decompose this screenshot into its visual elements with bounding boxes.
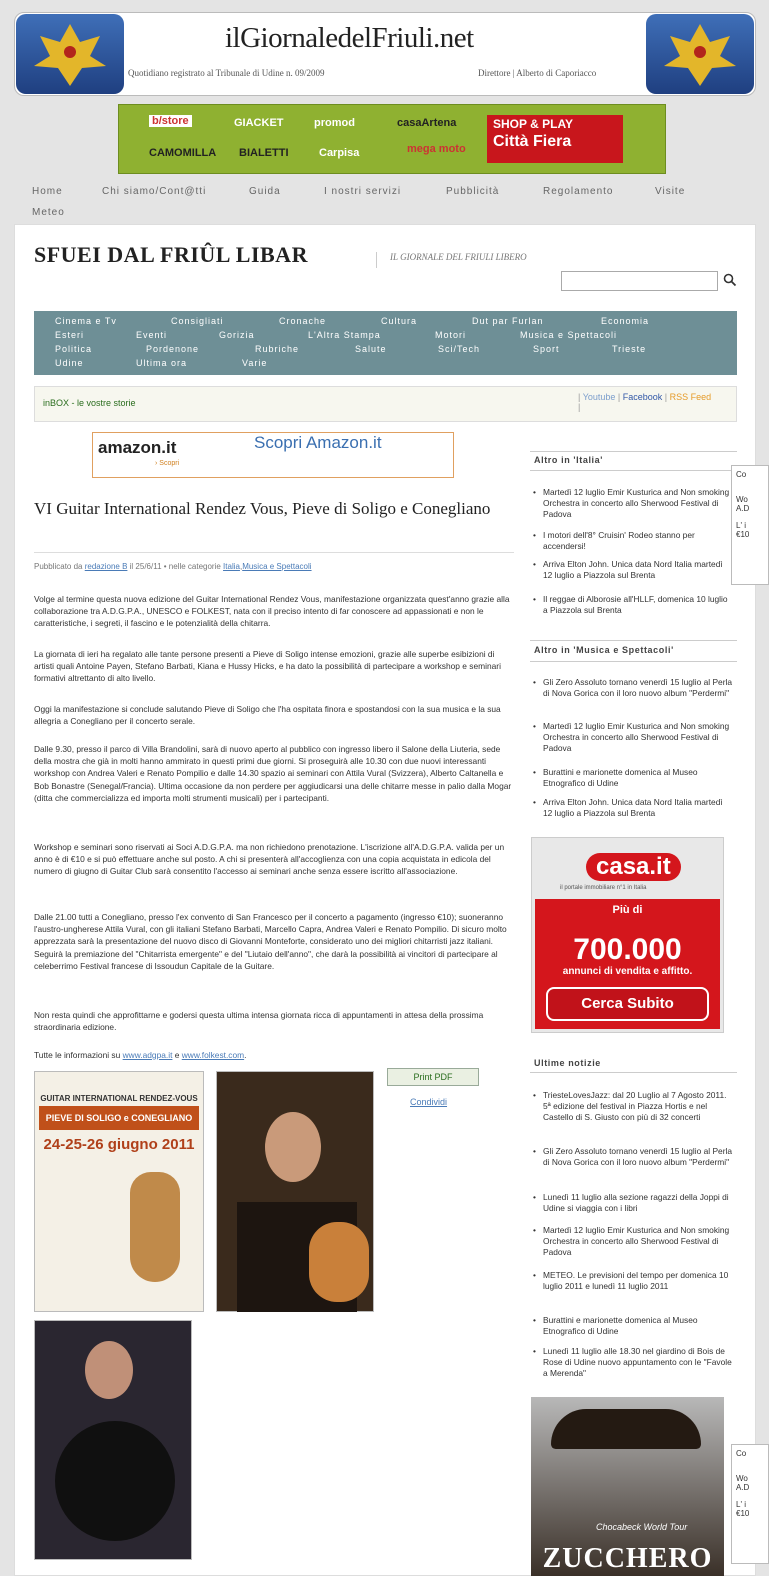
event-poster-image[interactable] <box>34 1071 204 1312</box>
facebook-link[interactable]: Facebook <box>622 392 663 402</box>
popup-line3: L' i <box>736 521 746 530</box>
post-paragraph: Non resta quindi che approfittarne e godersi questa ultima intensa giornata ricca di appuntamenti in attesa della prossima straordinaria edizione. <box>34 1010 484 1033</box>
top-navigation <box>14 180 756 220</box>
rss-link[interactable]: RSS Feed <box>669 392 712 402</box>
print-pdf-button[interactable]: Print PDF <box>387 1068 479 1086</box>
cat-trieste[interactable]: Trieste <box>612 344 647 354</box>
share-link[interactable]: Condividi <box>410 1097 448 1107</box>
meta-date: il 25/6/11 • nelle categorie <box>129 562 221 571</box>
casa-it-tagline: il portale immobiliare n°1 in Italia <box>560 885 647 891</box>
post-paragraph: La giornata di ieri ha regalato alle tante persone presenti a Pieve di Soligo intense emozioni, grazie alle superbe esibizioni di artisti quali Antoine Payen, Stefano Barbati, Kiana e Hussy Hicks, e ha dato la possibilità di partecipare a workshop e seminari formativi altrettanto di alto livello. <box>34 649 501 684</box>
post-paragraph: Dalle 21.00 tutti a Conegliano, presso l'ex convento di San Francesco per il concerto a pagamento (ingresso €10); suoneranno l'austro-ungherese Attila Vural, con gli italiani Stefano Barbati, Marcello Capra, Andrea Valeri e Renato Pompilio. Di sicuro molto apprezzata sarà la presentazione del nuovo disco di Giovanni Monteforte, considerato uno dei migliori chitarristi jazz italiani. Seguirà la premiazione del "Chitarrista emergente" e del "Liutaio dell'anno", che darà la possibilità ai vincitori di partecipare al celeberrimo Festival francese di Issoudun Capitale de la Guitare. <box>34 912 507 971</box>
sidebar-italia-item[interactable]: • Martedì 12 luglio Emir Kusturica and Non smoking Orchestra in concerto allo Sherwood Festival di Padova <box>543 487 733 521</box>
sidebar-divider <box>530 1072 737 1073</box>
casa-it-number: 700.000 <box>573 933 682 966</box>
social-links: | Youtube | Facebook | RSS Feed | <box>578 392 712 412</box>
sidebar-heading-musica: Altro in 'Musica e Spettacoli' <box>534 645 674 655</box>
guitarist-photo-2[interactable] <box>34 1320 192 1560</box>
cat-eventi[interactable]: Eventi <box>136 330 168 340</box>
blog-title[interactable]: SFUEI DAL FRIÛL LIBAR <box>34 242 308 267</box>
popup-tab: Co <box>736 1449 747 1458</box>
cat-gorizia[interactable]: Gorizia <box>219 330 255 340</box>
cat-musica[interactable]: Musica e Spettacoli <box>520 330 618 340</box>
poster-dates: 24-25-26 giugno 2011 <box>43 1136 195 1153</box>
hat-shape <box>551 1409 701 1449</box>
zucchero-tour-name: Chocabeck World Tour <box>596 1522 688 1532</box>
casa-it-subtitle: annunci di vendita e affitto. <box>562 966 693 977</box>
nav-guida[interactable]: Guida <box>249 186 281 197</box>
shopping-banner-ad[interactable] <box>118 104 666 174</box>
casa-it-piu: Più di <box>612 904 643 916</box>
post-paragraph: Workshop e seminari sono riservati ai Soci A.D.G.P.A. ma non richiedono prenotazione. L'iscrizione all'A.D.G.P.A. valida per un anno è di €10 e si può effettuare anche sul posto. A chi si presenterà all'accoglienza con una copia acquistata in edicola del numero di giugno di Guitar Club sarà consentito l'accesso ai seminari anche senza essere iscritto all'associazione. <box>34 842 505 877</box>
sidebar-ultime-item[interactable]: • TriesteLovesJazz: dal 20 Luglio al 7 Agosto 2011. 5ª edizione del festival in Piazza Hortis e nel Castello di S. Giusto con più di 32 concerti <box>543 1090 733 1124</box>
sidebar-musica-item[interactable]: • Gli Zero Assoluto tornano venerdì 15 luglio al Perla di Nova Gorica con il loro nuovo album "Perdermi" <box>543 677 733 699</box>
cat-rubriche[interactable]: Rubriche <box>255 344 300 354</box>
sidebar-ultime-item[interactable]: • Lunedì 11 luglio alle 18.30 nel giardino di Bois de Rose di Udine nuovo appuntamento con le "Favole a Merenda" <box>543 1346 733 1380</box>
side-popup-1[interactable] <box>731 465 769 585</box>
sidebar-divider <box>530 640 737 641</box>
casa-it-logo: casa.it <box>586 853 681 881</box>
cat-sport[interactable]: Sport <box>533 344 560 354</box>
brand-giacket: GIACKET <box>234 117 284 129</box>
search-input[interactable] <box>561 271 718 291</box>
info-prefix: Tutte le informazioni su <box>34 1050 121 1060</box>
popup-line4: €10 <box>736 1509 750 1518</box>
cat-scitech[interactable]: Sci/Tech <box>438 344 481 354</box>
banner-headline1: SHOP & PLAY <box>493 117 574 131</box>
nav-regolamento[interactable]: Regolamento <box>543 186 614 197</box>
brand-bstore: b/store <box>149 115 192 127</box>
folkest-link[interactable]: www.folkest.com <box>181 1050 245 1060</box>
popup-line2: A.D <box>736 504 750 513</box>
cat-politica[interactable]: Politica <box>55 344 93 354</box>
citta-fiera-box <box>487 115 623 163</box>
amazon-scopri-small: › Scopri <box>155 460 180 467</box>
brand-bialetti: BIALETTI <box>239 147 289 159</box>
site-title[interactable]: ilGiornaledelFriuli.net <box>225 22 474 54</box>
cerca-subito-button[interactable]: Cerca Subito <box>546 987 709 1021</box>
inbox-link[interactable]: inBOX - le vostre storie <box>43 398 136 408</box>
amazon-logo: amazon.it <box>98 438 177 457</box>
nav-home[interactable]: Home <box>32 186 63 197</box>
sidebar-ultime-item[interactable]: • Martedì 12 luglio Emir Kusturica and Non smoking Orchestra in concerto allo Sherwood Festival di Padova <box>543 1225 733 1259</box>
nav-chi-siamo[interactable]: Chi siamo/Cont@tti <box>102 186 207 197</box>
youtube-link[interactable]: Youtube <box>582 392 616 402</box>
sidebar-italia-item[interactable]: • Arriva Elton John. Unica data Nord Italia martedì 12 luglio a Piazzola sul Brenta <box>543 559 733 581</box>
post-info-line <box>34 1049 512 1061</box>
popup-line2: A.D <box>736 1483 750 1492</box>
sidebar-ultime-item[interactable]: • Burattini e marionette domenica al Museo Etnografico di Udine <box>543 1315 733 1337</box>
category-link-italia[interactable]: Italia <box>223 562 240 571</box>
sidebar-ultime-item[interactable]: • Gli Zero Assoluto tornano venerdì 15 luglio al Perla di Nova Gorica con il loro nuovo album "Perdermi" <box>543 1146 733 1168</box>
popup-tab: Co <box>736 470 747 479</box>
sidebar-divider <box>530 470 737 471</box>
face-shape <box>85 1341 133 1399</box>
poster-subtitle: PIEVE DI SOLIGO e CONEGLIANO <box>39 1106 199 1130</box>
nav-visite[interactable]: Visite <box>655 186 686 197</box>
sidebar-heading-ultime: Ultime notizie <box>534 1058 601 1068</box>
nav-pubblicita[interactable]: Pubblicità <box>446 186 500 197</box>
guitar-shape <box>309 1222 369 1302</box>
amazon-ad-text: Scopri Amazon.it <box>254 433 382 452</box>
director-note: Direttore | Alberto di Caporiacco <box>478 68 597 78</box>
cat-esteri[interactable]: Esteri <box>55 330 85 340</box>
sidebar-ultime-item[interactable]: • Lunedì 11 luglio alla sezione ragazzi della Joppi di Udine si viaggia con i libri <box>543 1192 733 1214</box>
sidebar-musica-item[interactable]: • Arriva Elton John. Unica data Nord Italia martedì 12 luglio a Piazzola sul Brenta <box>543 797 733 819</box>
sidebar-musica-item[interactable]: • Martedì 12 luglio Emir Kusturica and Non smoking Orchestra in concerto allo Sherwood Festival di Padova <box>543 721 733 755</box>
popup-line4: €10 <box>736 530 750 539</box>
nav-servizi[interactable]: I nostri servizi <box>324 186 402 197</box>
zucchero-name: ZUCCHERO <box>542 1543 713 1574</box>
post-paragraph: Oggi la manifestazione si conclude salutando Pieve di Soligo che l'ha ospitata finora e spostandosi con la sua musica e la sua allegria a Conegliano per il concerto serale. <box>34 704 501 727</box>
post-paragraph: Dalle 9.30, presso il parco di Villa Brandolini, sarà di nuovo aperto al pubblico con ingresso libero il Salone della Liuteria, sede della mostra che già in molti hanno ammirato in questi primi due giorni. Si proseguirà alle 10.30 con due nuovi interessanti workshop con Andrea Valeri e Renato Pompilio e dalle 14.30 spazio ai seminari con Attila Vural (Svizzera), Alberto Caltanella e Bob Bonastre (Senegal/Francia). Ultima occasione da non perdere per aggiudicarsi una delle chitarre messe in palio dalla Mogar (ditta che commercializza ed importa molti strumenti musicali) per i partecipanti. <box>34 744 512 803</box>
poster-title: GUITAR INTERNATIONAL RENDEZ-VOUS <box>40 1094 198 1103</box>
search-icon[interactable] <box>722 272 738 288</box>
cat-consigliati[interactable]: Consigliati <box>171 316 224 326</box>
eagle-logo-right <box>646 14 754 94</box>
cat-ultima-ora[interactable]: Ultima ora <box>136 358 188 368</box>
info-suffix: . <box>244 1050 247 1060</box>
guitar-shape <box>55 1421 175 1541</box>
cat-dut-par-furlan[interactable]: Dut par Furlan <box>472 316 544 326</box>
cat-motori[interactable]: Motori <box>435 330 467 340</box>
guitar-graphic <box>130 1172 180 1282</box>
post-meta: Pubblicato da redazione B il 25/6/11 • nelle categorie Italia,Musica e Spettacoli <box>34 562 312 571</box>
face-shape <box>265 1112 321 1182</box>
sidebar-divider <box>530 451 737 452</box>
author-link[interactable]: redazione B <box>84 562 128 571</box>
brand-megamoto: mega moto <box>407 143 466 155</box>
sidebar-ultime-item[interactable]: • METEO. Le previsioni del tempo per domenica 10 luglio 2011 e lunedì 11 luglio 2011 <box>543 1270 733 1292</box>
brand-camomilla: CAMOMILLA <box>149 147 217 159</box>
sidebar-italia-item[interactable]: • I motori dell'8° Cruisin' Rodeo stanno per accendersi! <box>543 530 733 552</box>
category-navigation <box>34 311 737 375</box>
cat-cronache[interactable]: Cronache <box>279 316 327 326</box>
info-and: e <box>174 1050 180 1060</box>
sidebar-divider <box>530 661 737 662</box>
brand-promod: promod <box>314 117 355 129</box>
post-title-divider <box>34 552 514 553</box>
cat-udine[interactable]: Udine <box>55 358 84 368</box>
side-popup-2[interactable] <box>731 1444 769 1564</box>
brand-carpisa: Carpisa <box>319 147 360 159</box>
popup-line1: Wo <box>736 1474 748 1483</box>
cat-altra-stampa[interactable]: L'Altra Stampa <box>308 330 381 340</box>
banner-headline2: Città Fiera <box>493 133 572 150</box>
category-link-musica[interactable]: Musica e Spettacoli <box>242 562 312 571</box>
popup-line3: L' i <box>736 1500 746 1509</box>
cat-salute[interactable]: Salute <box>355 344 387 354</box>
brand-casaartena: casaArtena <box>397 117 457 129</box>
cat-pordenone[interactable]: Pordenone <box>146 344 200 354</box>
meta-prefix: Pubblicato da <box>34 562 83 571</box>
title-divider <box>376 252 377 268</box>
sidebar-italia-item[interactable]: • Il reggae di Alborosie all'HLLF, domenica 10 luglio a Piazzola sul Brenta <box>543 594 733 616</box>
guitarist-photo-1[interactable] <box>216 1071 374 1312</box>
post-paragraph: Volge al termine questa nuova edizione del Guitar International Rendez Vous, manifestazione organizzata quest'anno grazie alla collaborazione tra A.D.G.P.A., UNESCO e FOLKEST, nata con il preciso intento di far conoscere ad appassionati e non le caratteristiche, i segreti, il fascino e le potenzialità della chitarra. <box>34 594 510 629</box>
adgpa-link[interactable]: www.adgpa.it <box>122 1050 173 1060</box>
cat-economia[interactable]: Economia <box>601 316 650 326</box>
registration-note: Quotidiano registrato al Tribunale di Udine n. 09/2009 <box>128 68 325 78</box>
cat-cultura[interactable]: Cultura <box>381 316 418 326</box>
sidebar-heading-italia: Altro in 'Italia' <box>534 455 603 465</box>
eagle-logo-left <box>16 14 124 94</box>
blog-tagline: IL GIORNALE DEL FRIULI LIBERO <box>390 252 527 262</box>
post-title[interactable]: VI Guitar International Rendez Vous, Pieve di Soligo e Conegliano <box>34 499 491 518</box>
cat-cinema[interactable]: Cinema e Tv <box>55 316 117 326</box>
sidebar-musica-item[interactable]: • Burattini e marionette domenica al Museo Etnografico di Udine <box>543 767 733 789</box>
cat-varie[interactable]: Varie <box>242 358 268 368</box>
nav-meteo[interactable]: Meteo <box>32 207 65 218</box>
popup-line1: Wo <box>736 495 748 504</box>
